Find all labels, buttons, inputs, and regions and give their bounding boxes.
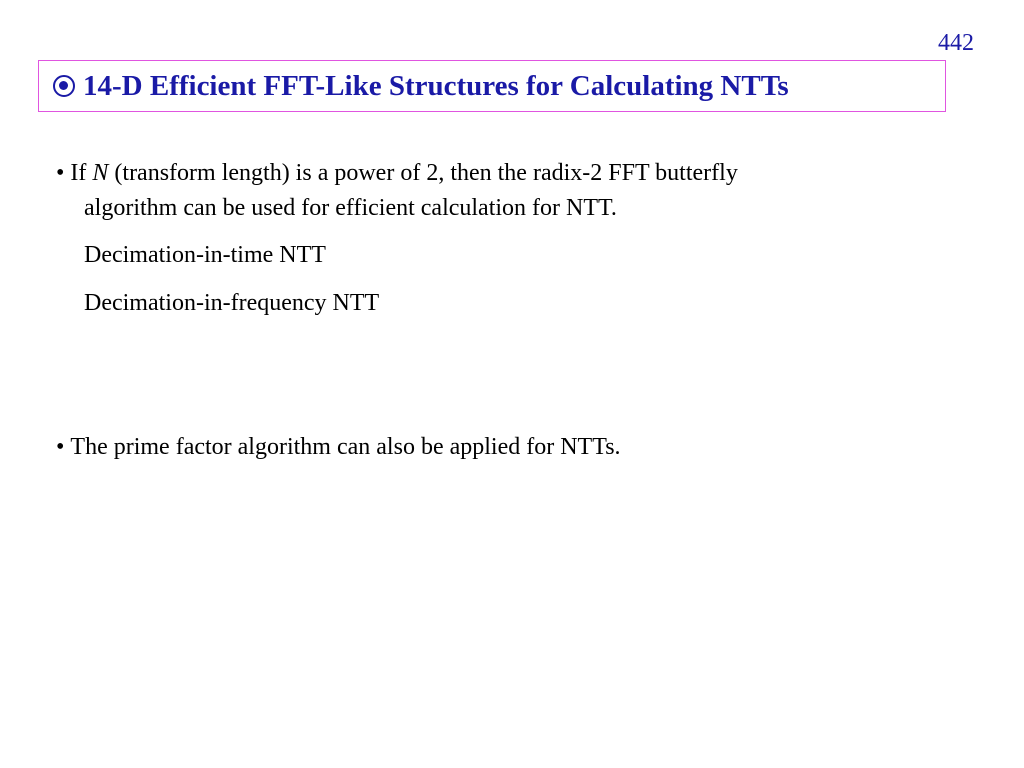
subitem-decimation-in-time: Decimation-in-time NTT xyxy=(84,242,326,268)
circled-dot-icon xyxy=(53,75,75,97)
bullet-2 xyxy=(56,434,621,461)
bullet-2-text: The prime factor algorithm can also be applied for NTTs. xyxy=(70,434,621,460)
bullet-1-lead: If xyxy=(70,160,93,186)
bullet-1-line-2: algorithm can be used for efficient calculation for NTT. xyxy=(84,195,617,221)
bullet-1-line-1 xyxy=(56,160,738,187)
slide-title xyxy=(53,70,789,103)
page-number: 442 xyxy=(938,30,974,56)
slide-title-text: 14-D Efficient FFT-Like Structures for Calculating NTTs xyxy=(83,70,789,102)
title-box xyxy=(38,60,946,112)
bullet-1-line-1-text: (transform length) is a power of 2, then the radix-2 FFT butterfly xyxy=(108,160,738,186)
bullet-symbol: • xyxy=(56,160,65,186)
bullet-symbol: • xyxy=(56,434,65,460)
subitem-decimation-in-frequency: Decimation-in-frequency NTT xyxy=(84,290,380,316)
bullet-1-variable: N xyxy=(92,160,109,186)
